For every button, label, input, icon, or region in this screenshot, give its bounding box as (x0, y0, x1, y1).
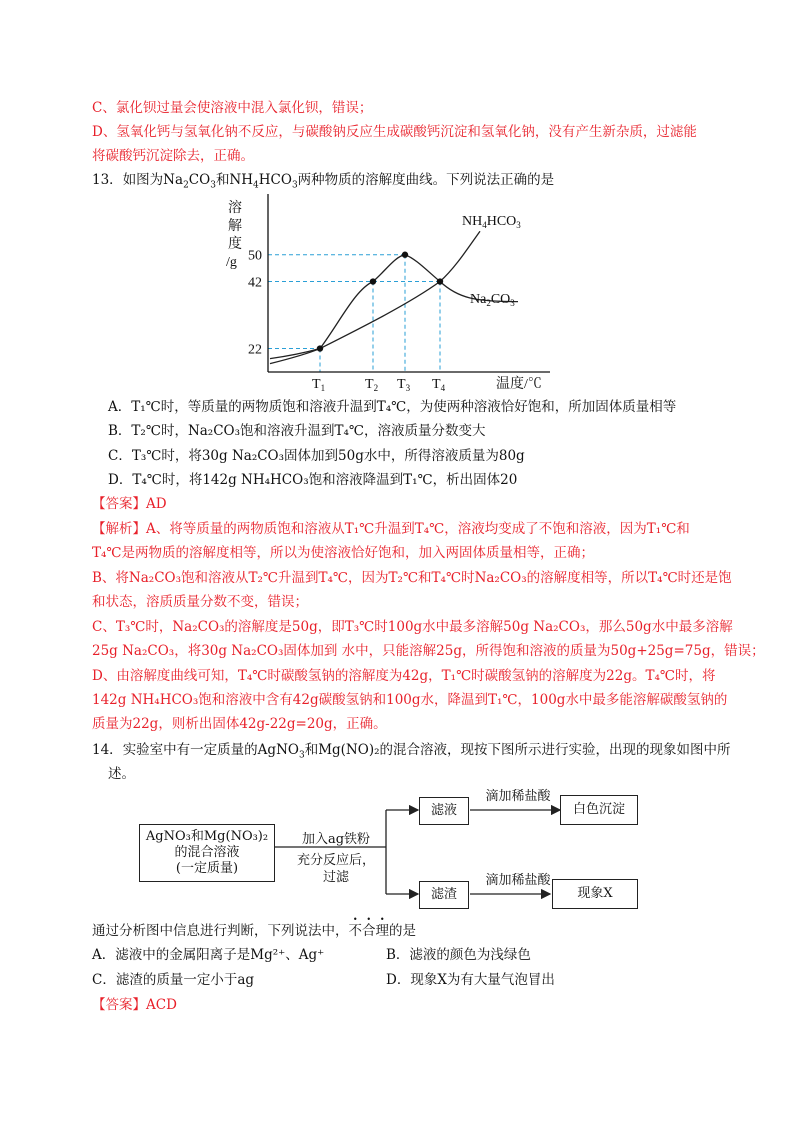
add-hcl-label-bottom: 滴加稀盐酸 (485, 873, 551, 888)
x-tick-label: $T_1$ (312, 377, 326, 393)
q13-option-b: B．T₂℃时，Na₂CO₃饱和溶液升温到T₄℃，溶液质量分数变大 (108, 423, 486, 439)
intersection-point (370, 278, 376, 284)
q14-option-c: C．滤渣的质量一定小于ag (92, 972, 255, 988)
q13-analysis-line: C、T₃℃时，Na₂CO₃的溶解度是50g，即T₃℃时100g水中最多溶解50g Na₂CO₃，那么50g水中最多溶解 (92, 619, 733, 635)
q14-number: 14． (92, 742, 123, 758)
react-filter-label-1: 充分反应后， (296, 853, 375, 868)
add-hcl-label-top: 滴加稀盐酸 (485, 789, 551, 804)
q13-analysis-line: 25g Na₂CO₃，将30g Na₂CO₃固体加到 水中，只能溶解25g，所得饱和溶液的质量为50g+25g=75g，错误； (92, 643, 765, 659)
y-axis-label-char: /g (226, 255, 237, 270)
filtrate-box: 滤液 (419, 797, 469, 825)
q13-analysis-line: D、由溶解度曲线可知，T₄℃时碳酸氢钠的溶解度为42g，T₁℃时碳酸氢钠的溶解度为22g。T₄℃时，将 (92, 668, 716, 684)
intersection-point (317, 345, 323, 351)
white-precipitate-box: 白色沉淀 (560, 795, 638, 825)
emphasis-char: 理 (375, 923, 389, 939)
q13-analysis-line: T₄℃是两物质的溶解度相等，所以为使溶液恰好饱和，加入两固体质量相等，正确； (92, 545, 595, 561)
solubility-chart (200, 190, 580, 400)
y-axis-label-char: 溶 (228, 201, 242, 216)
q13-option-a: A．T₁℃时，等质量的两物质饱和溶液升温到T₄℃，为使两种溶液恰好饱和，所加固体质量相等 (108, 399, 677, 415)
na2co3-curve (270, 255, 518, 364)
q13-analysis-line: B、将Na₂CO₃饱和溶液从T₂℃升温到T₄℃，因为T₂℃和T₄℃时Na₂CO₃的溶解度相等，所以T₄℃时还是饱 (92, 570, 732, 586)
q13-analysis-line: 142g NH₄HCO₃饱和溶液中含有42g碳酸氢钠和100g水，降温到T₁℃，100g水中最多能溶解碳酸氢钠的 (92, 692, 728, 708)
y-axis-label-char: 度 (228, 237, 242, 252)
q13-analysis-line: 质量为22g，则析出固体42g-22g=20g，正确。 (92, 716, 387, 732)
q13-stem: 13．如图为$Na_2CO_3$和$NH_4HCO_3$两种物质的溶解度曲线。下列说法正确的是 (92, 172, 555, 191)
add-iron-label: 加入ag铁粉 (301, 832, 371, 847)
q13-option-c: C．T₃℃时，将30g Na₂CO₃固体加到50g水中，所得溶液质量为80g (108, 448, 525, 464)
q13-option-d: D．T₄℃时，将142g NH₄HCO₃饱和溶液降温到T₁℃，析出固体20 (108, 472, 518, 488)
x-axis-label: 温度/℃ (496, 377, 542, 392)
q13-number: 13． (92, 172, 123, 188)
q14-option-d: D．现象X为有大量气泡冒出 (386, 972, 555, 988)
q14-judge-line: 通过分析图中信息进行判断，下列说法中，不合理的是 (92, 923, 416, 939)
x-tick-label: $T_3$ (397, 377, 411, 393)
prev-answer-c: C、氯化钡过量会使溶液中混入氯化钡，错误； (92, 100, 373, 116)
q14-stem-line2: 述。 (108, 766, 135, 782)
prev-answer-d-2: 将碳酸钙沉淀除去，正确。 (92, 148, 254, 164)
q14-option-a: A．滤液中的金属阳离子是Mg²⁺、Ag⁺ (92, 947, 325, 963)
y-axis-label-char: 解 (228, 219, 242, 234)
q13-answer-value: AD (146, 496, 167, 512)
emphasis-text (349, 923, 390, 939)
prev-answer-d-1: D、氢氧化钙与氢氧化钠不反应，与碳酸钠反应生成碳酸钙沉淀和氢氧化钠，没有产生新杂质，过滤能 (92, 124, 697, 140)
y-tick-label: 22 (248, 342, 262, 358)
phenomenon-x-box: 现象X (552, 879, 638, 909)
q14-stem: 14．实验室中有一定质量的AgNO$_3$和Mg(NO)₂的混合溶液，现按下图所示进行实验，出现的现象如图中所 (92, 742, 731, 761)
emphasis-char: 不 (348, 923, 362, 939)
q13-analysis-line: 和状态，溶质质量分数不变，错误； (92, 594, 308, 610)
y-tick-label: 42 (248, 275, 262, 291)
q13-analysis-line: 【解析】A、将等质量的两物质饱和溶液从T₁℃升温到T₄℃，溶液均变成了不饱和溶液，因为T₁℃和 (92, 521, 690, 537)
q13-answer: 【答案】AD (92, 496, 167, 512)
emphasis-char: 合 (362, 923, 376, 939)
q14-answer-value: ACD (146, 997, 177, 1013)
na2co3-series-label: $Na_2CO_3$ (470, 292, 515, 308)
q14-option-b: B．滤液的颜色为浅绿色 (386, 947, 531, 963)
intersection-point (402, 252, 408, 258)
react-filter-label-2: 过滤 (322, 870, 349, 885)
intersection-point (437, 278, 443, 284)
start-solution-box: AgNO₃和Mg(NO₃)₂ 的混合溶液 (一定质量) (139, 824, 275, 882)
x-tick-label: $T_4$ (432, 377, 446, 393)
nh4hco3-series-label: $NH_4HCO_3$ (462, 214, 521, 230)
nh4hco3-curve (270, 231, 480, 358)
y-tick-label: 50 (248, 248, 262, 264)
residue-box: 滤渣 (419, 881, 469, 909)
q14-answer: 【答案】ACD (92, 997, 177, 1013)
x-tick-label: $T_2$ (365, 377, 379, 393)
